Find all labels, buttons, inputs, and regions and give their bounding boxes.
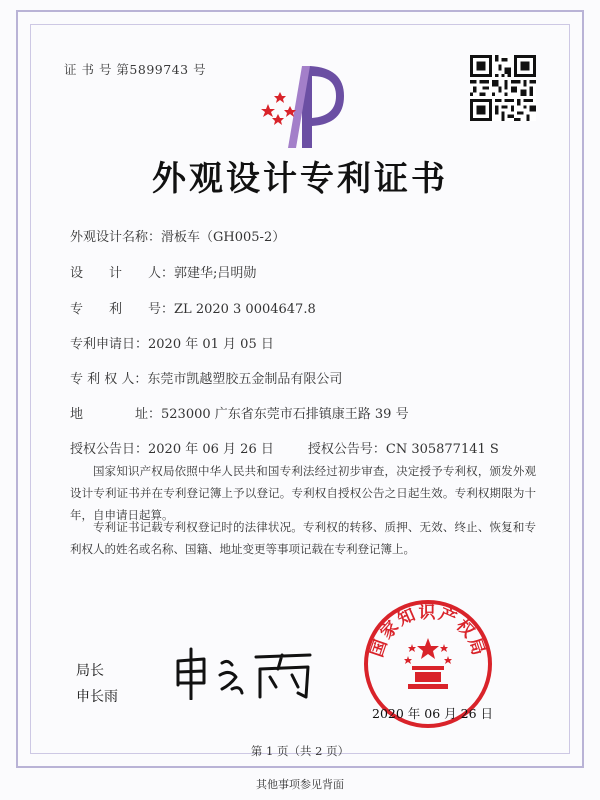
- field-value: 2020 年 01 月 05 日: [148, 337, 274, 352]
- field-label: 外观设计名称：: [70, 230, 162, 245]
- field-label: 设 计 人：: [70, 266, 175, 281]
- field-patent-number: [70, 298, 316, 317]
- page-indicator: 第 1 页（共 2 页）: [250, 744, 350, 758]
- seal-date: 2020 年 06 月 26 日: [372, 706, 493, 721]
- field-value: 郭建华;吕明勋: [174, 266, 257, 281]
- certificate-number: 证 书 号 第5899743 号: [64, 62, 207, 77]
- grant-pub-label: 授权公告号：: [307, 442, 386, 457]
- field-designer: [70, 262, 256, 281]
- grant-pub-value: CN 305877141 S: [385, 442, 499, 457]
- field-value: 滑板车（GH005-2）: [161, 230, 286, 245]
- field-address: [70, 403, 409, 422]
- patent-office-logo-icon: [252, 56, 348, 152]
- signatory-title: 局长: [76, 663, 104, 679]
- document-title: 外观设计专利证书: [152, 159, 448, 199]
- handwritten-signature: [170, 645, 320, 700]
- field-label: 地 址：: [70, 407, 162, 422]
- field-design-name: [70, 226, 285, 245]
- field-label: 专 利 号：: [70, 302, 175, 317]
- field-grant: [70, 438, 499, 457]
- footer-note: 其他事项参见背面: [256, 778, 344, 791]
- grant-date-value: 2020 年 06 月 26 日: [148, 442, 274, 457]
- grant-date-label: 授权公告日：: [70, 442, 149, 457]
- certificate-paragraph-2: 专利证书记载专利权登记时的法律状况。专利权的转移、质押、无效、终止、恢复和专利权人的姓名或名称、国籍、地址变更等事项记载在专利登记簿上。: [70, 520, 536, 556]
- field-label: 专利申请日：: [70, 337, 149, 352]
- field-value: 东莞市凯越塑胶五金制品有限公司: [147, 372, 343, 387]
- seal-text: 国家知识产权局: [367, 603, 489, 660]
- qr-code-icon: [470, 55, 536, 121]
- field-value: 523000 广东省东莞市石排镇康王路 39 号: [161, 407, 409, 422]
- field-value: ZL 2020 3 0004647.8: [174, 302, 316, 317]
- signatory-name: 申长雨: [76, 689, 118, 705]
- field-patentee: [70, 368, 342, 387]
- field-application-date: [70, 333, 274, 352]
- field-label: 专 利 权 人：: [70, 372, 148, 387]
- certificate-paragraph-1: 国家知识产权局依照中华人民共和国专利法经过初步审查，决定授予专利权，颁发外观设计专利证书并在专利登记簿上予以登记。专利权自授权公告之日起生效。专利权期限为十年，自申请日起算。: [70, 464, 536, 522]
